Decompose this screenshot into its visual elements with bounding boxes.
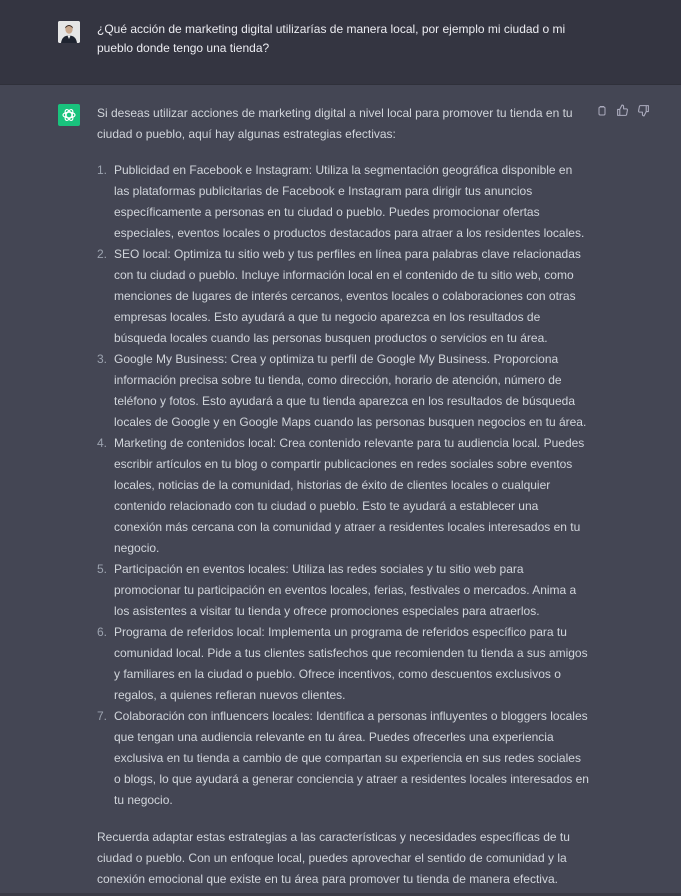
list-item-text: SEO local: Optimiza tu sitio web y tus perfiles en línea para palabras clave relacionadas con tu ciudad o pueblo. Incluye información local en el contenido de tu sitio web, como menciones de lugares de interés cercanos, eventos locales o colaboraciones con otras empresas locales. Esto ayudará a que tu negocio aparezca en los resultados de búsqueda locales cuando las personas busquen productos o servicios en tu área. (114, 247, 581, 345)
assistant-message-content (97, 103, 589, 890)
message-actions (594, 103, 651, 118)
assistant-avatar (58, 104, 80, 126)
thumbs-down-button[interactable] (636, 103, 651, 118)
list-item (97, 706, 589, 811)
thumbs-up-button[interactable] (615, 103, 630, 118)
list-item-text: Programa de referidos local: Implementa un programa de referidos específico para tu comunidad local. Pide a tus clientes satisfechos que recomienden tu tienda a sus amigos y familiares en la ciudad o pueblo. Ofrece incentivos, como descuentos exclusivos o regalos, a quienes refieran nuevos clientes. (114, 625, 588, 702)
thumbs-down-icon (637, 104, 650, 117)
list-item-text: Participación en eventos locales: Utiliza las redes sociales y tu sitio web para promocionar tu participación en eventos locales, ferias, festivales o mercados. Anima a los asistentes a visitar tu tienda y ofrece promociones especiales para atraerlos. (114, 562, 577, 618)
list-item (97, 349, 589, 433)
assistant-outro: Recuerda adaptar estas estrategias a las características y necesidades específicas de tu ciudad o pueblo. Con un enfoque local, puedes aprovechar el sentido de comunidad y la conexión emocional que existe en tu área para promover tu tienda de manera efectiva. (97, 830, 570, 886)
assistant-message-block (0, 85, 681, 896)
thumbs-up-icon (616, 104, 629, 117)
list-item-text: Google My Business: Crea y optimiza tu perfil de Google My Business. Proporciona información precisa sobre tu tienda, como dirección, horario de atención, número de teléfono y fotos. Esto ayudará a que tu tienda aparezca en los resultados de búsqueda locales de Google y en Google Maps cuando las personas busquen negocios en tu área. (114, 352, 587, 429)
list-item-text: Colaboración con influencers locales: Identifica a personas influyentes o bloggers locales que tengan una audiencia relevante en tu área. Puedes ofrecerles una experiencia exclusiva en tu tienda a cambio de que compartan su experiencia en sus redes sociales o blogs, lo que ayudará a generar conciencia y atraer a residentes locales interesados en tu negocio. (114, 709, 589, 807)
list-item-number: 7. (97, 709, 108, 723)
user-photo-icon (58, 21, 80, 43)
list-item (97, 433, 589, 559)
list-item (97, 160, 589, 244)
copy-icon (596, 105, 608, 117)
list-item-number: 1. (97, 163, 108, 177)
list-item (97, 622, 589, 706)
list-item-number: 3. (97, 352, 108, 366)
list-item-number: 2. (97, 247, 108, 261)
list-item-number: 4. (97, 436, 108, 450)
copy-button[interactable] (594, 103, 609, 118)
strategy-list (97, 160, 589, 811)
user-message-block (0, 0, 681, 85)
assistant-intro: Si deseas utilizar acciones de marketing digital a nivel local para promover tu tienda en tu ciudad o pueblo, aquí hay algunas estrategias efectivas: (97, 106, 573, 141)
user-message-text: ¿Qué acción de marketing digital utilizarías de manera local, por ejemplo mi ciudad o mi pueblo donde tengo una tienda? (97, 22, 566, 55)
list-item (97, 244, 589, 349)
user-avatar (58, 21, 80, 43)
list-item (97, 559, 589, 622)
list-item-text: Marketing de contenidos local: Crea contenido relevante para tu audiencia local. Puedes escribir artículos en tu blog o compartir publicaciones en redes sociales sobre eventos locales, noticias de la comunidad, historias de éxito de clientes locales o cualquier contenido relacionado con tu ciudad o pueblo. Esto te ayudará a establecer una conexión más cercana con la comunidad y atraer a residentes locales interesados en tu negocio. (114, 436, 585, 555)
list-item-number: 5. (97, 562, 108, 576)
openai-logo-icon (61, 107, 77, 123)
list-item-text: Publicidad en Facebook e Instagram: Utiliza la segmentación geográfica disponible en las plataformas publicitarias de Facebook e Instagram para dirigir tus anuncios específicamente a personas en tu ciudad o pueblo. Puedes promocionar ofertas especiales, eventos locales o productos destacados para atraer a los residentes locales. (114, 163, 585, 240)
list-item-number: 6. (97, 625, 108, 639)
